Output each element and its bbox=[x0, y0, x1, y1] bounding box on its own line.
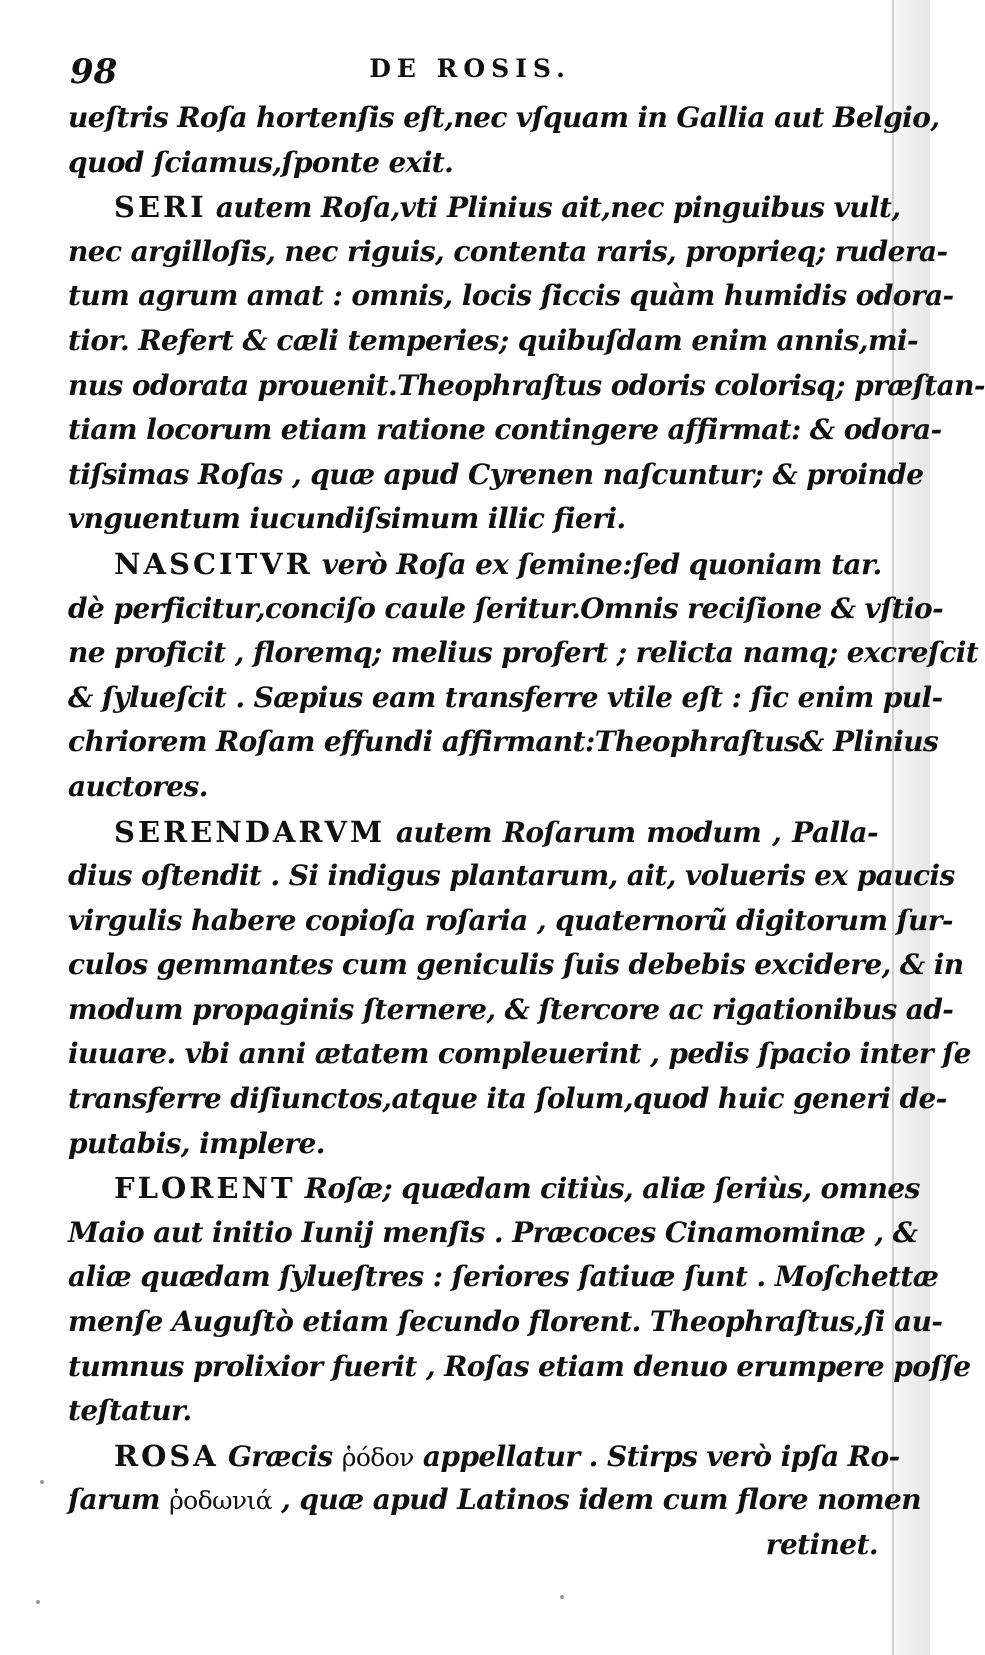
greek-word-rhodonia: ῥοδωνιά bbox=[169, 1486, 272, 1516]
text-line: teſtatur. bbox=[68, 1394, 192, 1428]
text-line: auctores. bbox=[68, 769, 208, 803]
paragraph-lead-word: SERENDARVM bbox=[114, 814, 386, 849]
text-line: aliæ quædam ſylueſtres : ſeriores ſatiuæ ſunt . Moſchettæ bbox=[68, 1260, 939, 1294]
text-line: iuuare. vbi anni ætatem compleuerint , pedis ſpacio inter ſe bbox=[68, 1037, 971, 1071]
text-line: transferre diſiunctos,atque ita ſolum,quod huic generi de- bbox=[68, 1082, 947, 1116]
paragraph-lead-word: SERI bbox=[114, 190, 207, 225]
paper-speckle bbox=[560, 1595, 564, 1599]
text-line: putabis, implere. bbox=[68, 1126, 325, 1160]
text-line: chriorem Roſam effundi affirmant:Theophraſtus& Plinius bbox=[68, 725, 939, 759]
paragraph-start: FLORENT Roſæ; quædam citiùs, aliæ ſeriùs, omnes bbox=[114, 1171, 920, 1206]
text-line-final: retinet. bbox=[765, 1528, 878, 1561]
paragraph-lead-word: NASCITVR bbox=[114, 546, 313, 581]
text-line: ueſtris Roſa hortenſis eſt,nec vſquam in Gallia aut Belgio, bbox=[68, 101, 940, 134]
text-line: tior. Refert & cæli temperies; quibuſdam enim annis,mi- bbox=[68, 323, 919, 357]
paragraph-start: ROSA Græcis ῥόδον appellatur . Stirps verò ipſa Ro- bbox=[114, 1438, 900, 1473]
running-title: DE ROSIS. bbox=[369, 54, 571, 83]
text-line: culos gemmantes cum geniculis ſuis debebis excidere, & in bbox=[68, 948, 964, 982]
greek-word-rhodon: ῥόδον bbox=[341, 1442, 414, 1472]
page-number: 98 bbox=[70, 52, 118, 92]
text-line: nus odorata prouenit.Theophraſtus odoris colorisq; præſtan- bbox=[68, 368, 985, 402]
body-text bbox=[68, 96, 985, 1568]
paragraph-start: NASCITVR verò Roſa ex ſemine:ſed quoniam tar. bbox=[114, 546, 882, 581]
text-line: virgulis habere copioſa roſaria , quaternorũ digitorum ſur- bbox=[68, 903, 953, 937]
text-line: tiam locorum etiam ratione contingere affirmat: & odora- bbox=[68, 413, 942, 447]
text-line: vnguentum iucundiſsimum illic fieri. bbox=[68, 502, 626, 536]
paragraph-start: SERENDARVM autem Roſarum modum , Palla- bbox=[114, 814, 878, 849]
text-line: ne proficit , floremq; melius profert ; relicta namq; excreſcit bbox=[68, 636, 979, 670]
page-header bbox=[70, 48, 870, 92]
text-line: nec argilloſis, nec riguis, contenta raris, proprieq; rudera- bbox=[68, 234, 948, 268]
text-line: dè perficitur,conciſo caule ſeritur.Omnis reciſione & vſtio- bbox=[68, 591, 944, 625]
text-line: menſe Auguſtò etiam ſecundo florent. Theophraſtus,ſi au- bbox=[68, 1305, 943, 1339]
text-line: tiſsimas Roſas , quæ apud Cyrenen naſcuntur; & proinde bbox=[68, 457, 924, 491]
text-line: Maio aut initio Iunij menſis . Præcoces Cinamominæ , & bbox=[68, 1215, 918, 1249]
paragraph-lead-word: ROSA bbox=[114, 1438, 219, 1473]
paper-speckle bbox=[36, 1600, 40, 1604]
paper-speckle bbox=[40, 1480, 44, 1484]
text-line: tumnus prolixior fuerit , Roſas etiam denuo erumpere poſſe bbox=[68, 1349, 971, 1383]
text-line: ſarum ῥοδωνιά , quæ apud Latinos idem cum flore nomen bbox=[68, 1483, 922, 1517]
text-line: & ſylueſcit . Sæpius eam transferre vtile eſt : ſic enim pul- bbox=[68, 680, 943, 714]
paragraph-start: SERI autem Roſa,vti Plinius ait,nec pinguibus vult, bbox=[114, 190, 901, 225]
text-line: modum propaginis ſternere, & ſtercore ac rigationibus ad- bbox=[68, 992, 954, 1026]
text-line: dius oſtendit . Si indigus plantarum, ait, volueris ex paucis bbox=[68, 859, 955, 893]
paragraph-lead-word: FLORENT bbox=[114, 1171, 296, 1206]
text-line: tum agrum amat : omnis, locis ſiccis quàm humidis odora- bbox=[68, 279, 954, 313]
text-line: quod ſciamus,ſponte exit. bbox=[68, 145, 454, 179]
